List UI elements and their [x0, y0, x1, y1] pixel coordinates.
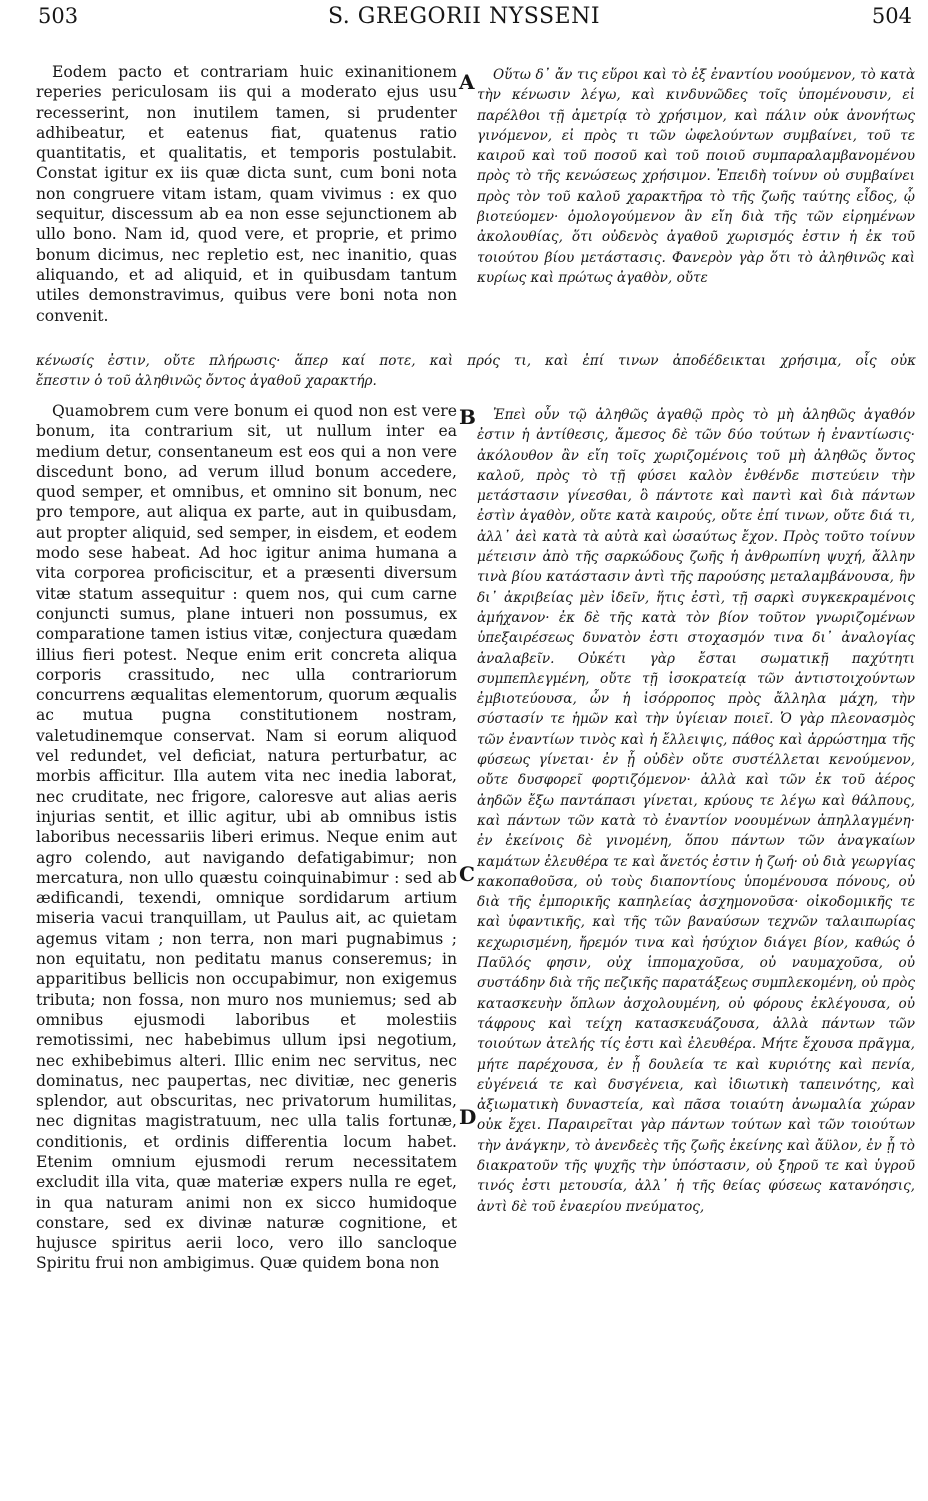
section-marker-c: C: [459, 862, 475, 886]
greek-full-line-1: κένωσίς ἐστιν, οὔτε πλήρωσις· ἅπερ καί ποτε, καὶ πρός τι, καὶ ἐπί τινων ἀποδέδεικται χρήσιμα, οἷς οὐκ: [36, 353, 916, 369]
greek-block-2: [477, 405, 915, 1493]
latin-paragraph: Quamobrem cum vere bonum ei quod non est vere bonum, ita contrarium sit, ut nullum inter ea medium detur, consentaneum est eos qui a non vere discedunt bono, ad verum illud bonum accedere, quod semper, et omnibus, et omnino sit bonum, nec pro tempore, aut aliqua ex parte, aut in quibusdam, aut propter aliquid, sed semper, in eisdem, et eodem modo sese habeat. Ad hoc igitur anima humana a vita corporea proficiscitur, et a præsenti diversum vitæ statum assequitur : quem nos, qui cum carne conjuncti sumus, plane intueri non possumus, ex comparatione tamen istius vitæ, conjectura quædam illius fieri potest. Neque enim erit concreta aliqua corporis crassitudo, nec ulla contrariorum concurrens æqualitas elementorum, quorum æqualis ac mutua pugna constitutionem nostram, valetudinemque conservat. Nam si eorum aliquod vel redundet, vel deficiat, natura perturbatur, ac morbis afficitur. Illa autem vita nec inedia laborat, nec cruditate, nec frigore, caloresve aut alias aeris injurias sentit, et illic agitur, ubi ab omnibus istis laboribus necessariis liberi erimus. Neque enim aut agro colendo, aut navigando defatigabimur; non mercatura, non ullo quæstu coinquinabimur : sed ab ædificandi, texendi, omnique sordidarum artium miseria vacui tranquillam, ut Paulus ait, ac quietam agemus vitam ; non terra, non mari pugnabimus ; non equitatu, non peditatu manus conseremus; in apparitibus bellicis non occupabimur, non exigemus tributa; non fossa, non muro nos muniemus; sed ab omnibus ejusmodi laboribus et molestiis remotissimi, nec habebimus ullum ipsi negotium, nec exhibebimus alteri. Illic enim nec servitus, nec dominatus, nec paupertas, nec divitiæ, nec generis splendor, aut obscuritas, nec privatorum humilitas, nec dignitas magistratuum, nec ulla talis fortunæ, conditionis, et ordinis differentia locum habet. Etenim omnium ejusmodi rerum necessitatem excludit illa vita, quæ materiæ expers nulla re eget, in qua naturam animi non ex sicco humidoque constare, sed ex divinæ naturæ cognitione, et hujusce spiritus aerii loco, vero illo sancloque Spiritu frui non ambigimus. Quæ quidem bona non: [36, 402, 457, 1273]
latin-block-2: [36, 401, 457, 1493]
latin-block-1: [36, 62, 457, 349]
greek-paragraph: Οὕτω δ᾽ ἄν τις εὕροι καὶ τὸ ἐξ ἐναντίου νοούμενον, τὸ κατὰ τὴν κένωσιν λέγω, καὶ κινδυνῶδες τοῖς ὑπομένουσιν, εἰ παρέλθοι τῇ ἀμετρίᾳ τὸ χρήσιμον, καὶ πάλιν οὐκ ἀνονήτως γινόμενον, εἰ πρὸς τι τῶν ὠφελούντων συμβαίνει, τοῦ τε καιροῦ καὶ τοῦ ποσοῦ καὶ τοῦ ποιοῦ συμπαραλαμβανομένου πρὸς τὸ τῆς κενώσεως χρήσιμον. Ἐπειδὴ τοίνυν οὐ συμβαίνει πρὸς τὸν τοῦ καλοῦ χαρακτῆρα τὸ τῆς ζωῆς ταύτης εἶδος, ᾧ βιοτεύομεν· ὁμολογούμενον ἂν εἴη διὰ τῆς τῶν εἰρημένων ἀκολουθίας, ὅτι οὐδενὸς ἀγαθοῦ χωρισμός ἐστιν ἡ ἐκ τοῦ τοιούτου βίου μετάστασις. Φανερὸν γὰρ ὅτι τὸ ἀληθινῶς καὶ κυρίως καὶ πρώτως ἀγαθὸν, οὔτε: [477, 67, 915, 286]
greek-full-width: [36, 351, 916, 393]
latin-paragraph: Eodem pacto et contrariam huic exinanitionem reperies periculosam iis qui a moderato ejus usu recesserint, non inutilem tamen, si prudenter adhibeatur, et eatenus fiat, quatenus ratio quantitatis, et qualitatis, et temporis postulabit. Constat igitur ex iis quæ dicta sunt, cum boni nota non congruere vitam istam, quam vivimus : ex quo sequitur, discessum ab ea non esse sejunctionem ab ullo bono. Nam id, quod vere, et proprie, et primo bonum dicimus, nec repletio est, nec inanitio, quas aliquando, et ad aliquid, et in quibusdam tantum utiles demonstravimus, quibus vere boni nota non convenit.: [36, 63, 457, 325]
page-number-right: 504: [871, 4, 912, 28]
greek-block-1: [477, 65, 915, 349]
running-title: S. GREGORII NYSSENI: [327, 4, 601, 29]
greek-full-line-2: ἔπεστιν ὁ τοῦ ἀληθινῶς ὄντος ἀγαθοῦ χαρακτήρ.: [36, 373, 377, 390]
page-number-left: 503: [38, 4, 79, 28]
section-marker-b: B: [459, 405, 476, 429]
page-header: [0, 4, 928, 30]
section-marker-d: D: [459, 1105, 477, 1129]
section-marker-a: A: [459, 70, 475, 94]
greek-paragraph: Ἐπεὶ οὖν τῷ ἀληθῶς ἀγαθῷ πρὸς τὸ μὴ ἀληθῶς ἀγαθόν ἐστιν ἡ ἀντίθεσις, ἄμεσος δὲ τῶν δύο τούτων ἡ ἐναντίωσις· ἀκόλουθον ἂν εἴη τοῖς χωριζομένοις τοῦ μὴ ἀληθῶς ὄντος καλοῦ, πρὸς τὸ τῇ φύσει καλὸν ἐνθένδε πιστεύειν τὴν μετάστασιν γίνεσθαι, ὃ πάντοτε καὶ παντὶ καὶ διὰ πάντων ἐστὶν ἀγαθὸν, οὔτε κατὰ καιρούς, οὔτε ἐπί τινων, οὔτε διά τι, ἀλλ᾽ ἀεὶ κατὰ τὰ αὐτὰ καὶ ὡσαύτως ἔχον. Πρὸς τοῦτο τοίνυν μέτεισιν ἀπὸ τῆς σαρκώδους ζωῆς ἡ ἀνθρωπίνη ψυχή, ἄλλην τινὰ βίου κατάστασιν ἀντὶ τῆς παρούσης μεταλαμβάνουσα, ἣν δι᾽ ἀκριβείας μὲν ἰδεῖν, ἥτις ἐστὶ, τῇ σαρκὶ συγκεκραμένοις ἀμήχανον· ἐκ δὲ τῆς κατὰ τὸν βίον τοῦτον γνωριζομένων ὑπεξαιρέσεως δυνατὸν ἐστι στοχασμόν τινα δι᾽ ἀναλογίας ἀναλαβεῖν. Οὐκέτι γὰρ ἔσται σωματικῇ παχύτητι συμπεπλεγμένη, οὔτε τῇ ἰσοκρατείᾳ τῶν ἀντιστοιχούντων ἐμβιοτεύουσα, ὧν ἡ ἰσόρροπος πρὸς ἄλληλα μάχη, τὴν σύστασίν τε ἡμῶν καὶ τὴν ὑγίειαν ποιεῖ. Ὁ γὰρ πλεονασμὸς τῶν ἐναντίων τινὸς καὶ ἡ ἔλλειψις, πάθος καὶ ἀρρώστημα τῆς φύσεως γίνεται· ἐν ᾗ οὐδὲν οὔτε συστέλλεται κενούμενον, οὔτε δυσφορεῖ φορτιζόμενον· ἀλλὰ καὶ τῶν ἐκ τοῦ ἀέρος ἀηδῶν ἔξω παντάπασι γίνεται, κρύους τε λέγω καὶ θάλπους, καὶ πάντων τῶν κατὰ τὸ ἐναντίον νοουμένων ἀπηλλαγμένη· ἐν ἐκείνοις δὲ γινομένη, ὅπου πάντων τῶν ἀναγκαίων καμάτων ἐλευθέρα τε καὶ ἄνετός ἐστιν ἡ ζωή· οὐ διὰ γεωργίας κακοπαθοῦσα, οὐ τοὺς διαποντίους ὑπομένουσα πόνους, οὐ διὰ τῆς ἐμπορικῆς καπηλείας ἀσχημονοῦσα· οἰκοδομικῆς τε καὶ ὑφαντικῆς, καὶ τῆς τῶν βαναύσων τεχνῶν ταλαιπωρίας κεχωρισμένη, ἤρεμόν τινα καὶ ἡσύχιον διάγει βίον, καθώς ὁ Παῦλός φησιν, οὐχ ἱππομαχοῦσα, οὐ ναυμαχοῦσα, οὐ συστάδην διὰ τῆς πεζικῆς παρατάξεως συμπλεκομένη, οὐ πρὸς κατασκευὴν ὅπλων ἀσχολουμένη, οὐ φόρους ἐκλέγουσα, οὐ τάφρους καὶ τείχη κατασκευάζουσα, ἀλλὰ πάντων τῶν τοιούτων ἀτελής τίς ἐστι καὶ ἐλευθέρα. Μήτε ἔχουσα πρᾶγμα, μήτε παρέχουσα, ἐν ᾗ δουλεία τε καὶ κυριότης καὶ πενία, εὐγένειά τε καὶ δυσγένεια, καὶ ἰδιωτικὴ ταπεινότης, καὶ ἀξιωματικὴ δυναστεία, καὶ πᾶσα τοιαύτη ἀνωμαλία χώραν οὐκ ἔχει. Παραιρεῖται γὰρ πάντων τούτων καὶ τῶν τοιούτων τὴν ἀνάγκην, τὸ ἀνενδεὲς τῆς ζωῆς ἐκείνης καὶ ἄϋλον, ἐν ᾗ τὸ διακρατοῦν τῆς ψυχῆς τὴν ὑπόστασιν, οὐ ξηροῦ τε καὶ ὑγροῦ τινός ἐστι μετουσία, ἀλλ᾽ ἡ τῆς θείας φύσεως κατανόησις, ἀντὶ δὲ τοῦ ἐναερίου πνεύματος,: [477, 407, 915, 1215]
